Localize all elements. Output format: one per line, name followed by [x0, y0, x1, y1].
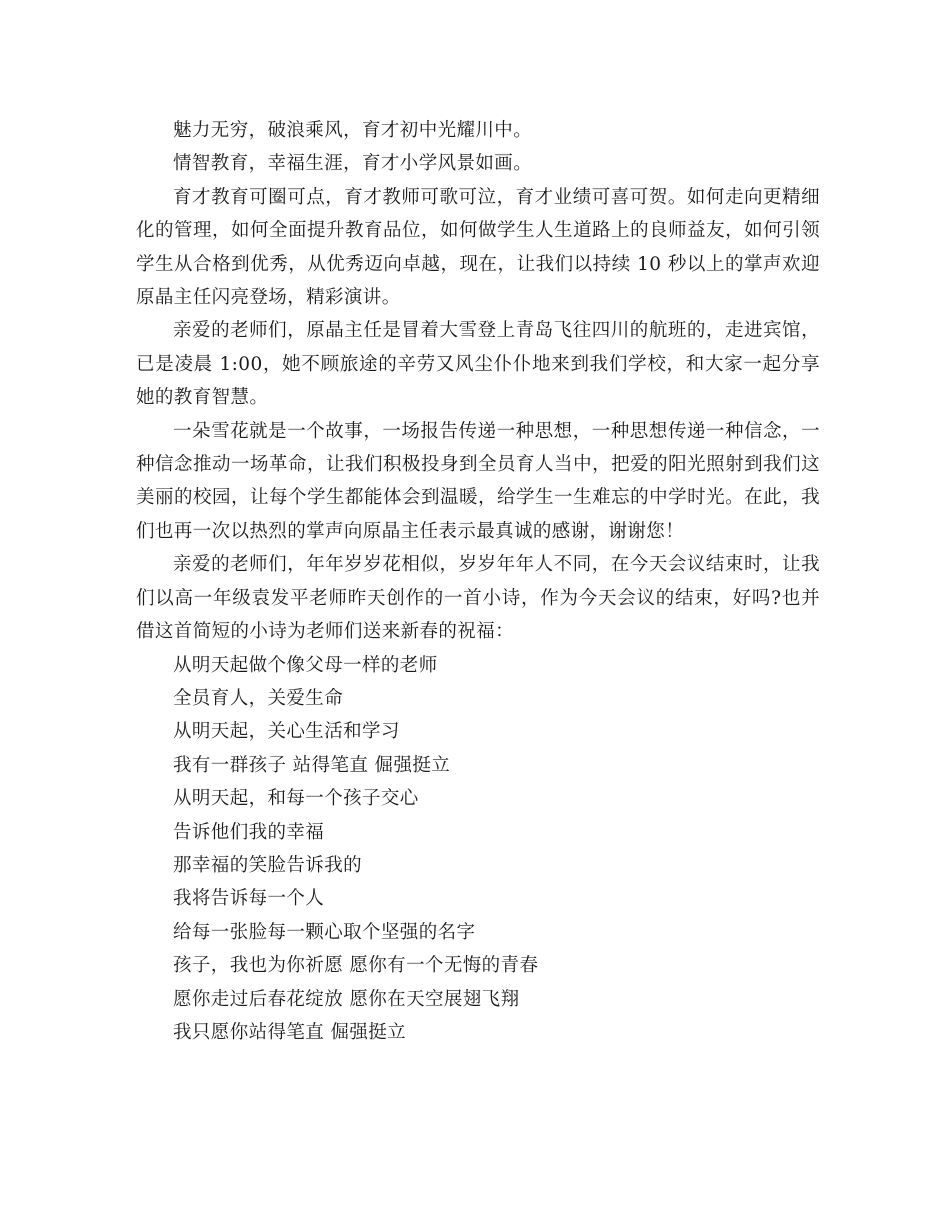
paragraph: 亲爱的老师们，原晶主任是冒着大雪登上青岛飞往四川的航班的，走进宾馆，已是凌晨 1:00，她不顾旅途的辛劳又风尘仆仆地来到我们学校，和大家一起分享她的教育智慧。	[136, 320, 820, 409]
poem-line: 从明天起，关心生活和学习	[173, 721, 400, 743]
poem-line: 从明天起，和每一个孩子交心	[173, 788, 419, 810]
poem-line: 我将告诉每一个人	[173, 888, 325, 910]
paragraph: 情智教育，幸福生涯，育才小学风景如画。	[173, 153, 533, 175]
paragraph: 亲爱的老师们，年年岁岁花相似，岁岁年年人不同，在今天会议结束时，让我们以高一年级袁发平老师昨天创作的一首小诗，作为今天会议的结束，好吗?也并借这首简短的小诗为老师们送来新春的祝福：	[136, 554, 820, 643]
poem-line: 从明天起做个像父母一样的老师	[173, 654, 438, 676]
poem-line: 告诉他们我的幸福	[173, 821, 325, 843]
poem-line: 给每一张脸每一颗心取个坚强的名字	[173, 921, 476, 943]
paragraph: 育才教育可圈可点，育才教师可歌可泣，育才业绩可喜可贺。如何走向更精细化的管理，如何全面提升教育品位，如何做学生人生道路上的良师益友，如何引领学生从合格到优秀，从优秀迈向卓越，现在，让我们以持续 10 秒以上的掌声欢迎原晶主任闪亮登场，精彩演讲。	[136, 186, 820, 309]
poem	[136, 649, 820, 1050]
poem-line: 我只愿你站得笔直 倔强挺立	[173, 1021, 407, 1043]
poem-line: 那幸福的笑脸告诉我的	[173, 854, 363, 876]
paragraph: 魅力无穷，破浪乘风，育才初中光耀川中。	[173, 120, 533, 141]
poem-line: 孩子，我也为你祈愿 愿你有一个无悔的青春	[173, 955, 539, 977]
poem-line: 我有一群孩子 站得笔直 倔强挺立	[173, 754, 451, 776]
poem-line: 全员育人，关爱生命	[173, 687, 344, 709]
paragraph: 一朵雪花就是一个故事，一场报告传递一种思想，一种思想传递一种信念，一种信念推动一场革命，让我们积极投身到全员育人当中，把爱的阳光照射到我们这美丽的校园，让每个学生都能体会到温暖，给学生一生难忘的中学时光。在此，我们也再一次以热烈的掌声向原晶主任表示最真诚的感谢，谢谢您！	[136, 420, 820, 542]
poem-line: 愿你走过后春花绽放 愿你在天空展翅飞翔	[173, 988, 520, 1010]
document-body	[136, 114, 820, 1049]
